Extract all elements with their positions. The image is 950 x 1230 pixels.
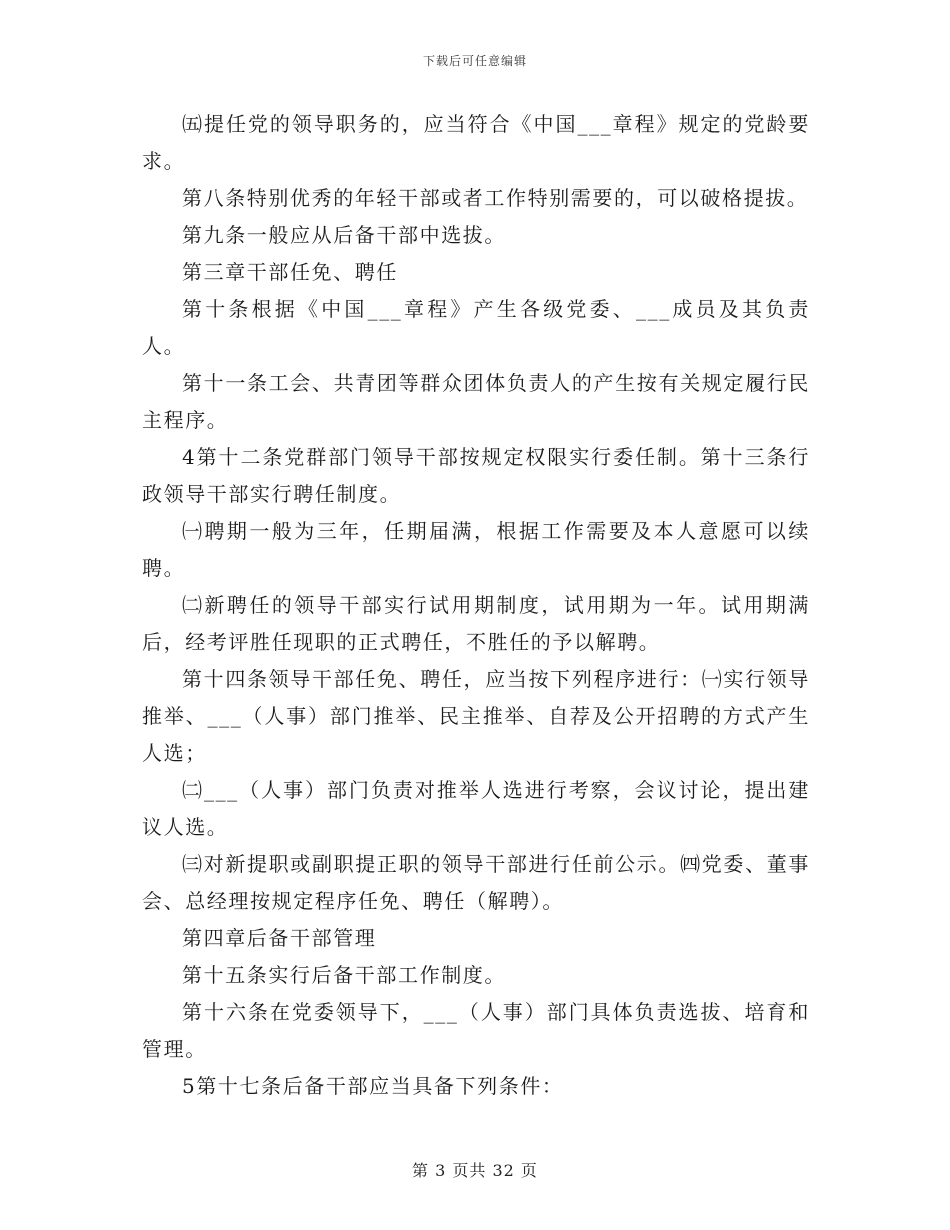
paragraph: ㈠聘期一般为三年，任期届满，根据工作需要及本人意愿可以续聘。 <box>142 519 810 580</box>
chapter-heading: 第三章干部任免、聘任 <box>182 260 398 284</box>
paragraph: ㈤提任党的领导职务的，应当符合《中国___章程》规定的党龄要求。 <box>142 112 810 173</box>
paragraph: 第十四条领导干部任免、聘任，应当按下列程序进行：㈠实行领导推举、___（人事）部门推举、民主推举、自荐及公开招聘的方式产生人选； <box>142 667 810 765</box>
paragraph: 第十六条在党委领导下，___（人事）部门具体负责选拔、培育和管理。 <box>142 1000 810 1061</box>
paragraph: ㈡新聘任的领导干部实行试用期制度，试用期为一年。试用期满后，经考评胜任现职的正式聘任，不胜任的予以解聘。 <box>142 593 810 654</box>
paragraph: 第十五条实行后备干部工作制度。 <box>182 963 506 987</box>
paragraph: 第十条根据《中国___章程》产生各级党委、___成员及其负责人。 <box>142 297 810 358</box>
paragraph: 第十一条工会、共青团等群众团体负责人的产生按有关规定履行民主程序。 <box>142 371 810 432</box>
page-number: 第 3 页共 32 页 <box>412 1161 538 1180</box>
paragraph: 第八条特别优秀的年轻干部或者工作特别需要的，可以破格提拔。 <box>182 186 809 210</box>
page-header: 下载后可任意编辑 <box>422 54 527 68</box>
chapter-heading: 第四章后备干部管理 <box>182 926 377 950</box>
paragraph: 5第十七条后备干部应当具备下列条件： <box>182 1074 564 1098</box>
paragraph: ㈡___（人事）部门负责对推举人选进行考察，会议讨论，提出建议人选。 <box>142 778 810 839</box>
paragraph: 4第十二条党群部门领导干部按规定权限实行委任制。第十三条行政领导干部实行聘任制度。 <box>142 445 810 506</box>
document-body <box>142 106 810 1105</box>
paragraph: ㈢对新提职或副职提正职的领导干部进行任前公示。㈣党委、董事会、总经理按规定程序任免、聘任（解聘）。 <box>142 852 810 913</box>
paragraph: 第九条一般应从后备干部中选拔。 <box>182 223 506 247</box>
